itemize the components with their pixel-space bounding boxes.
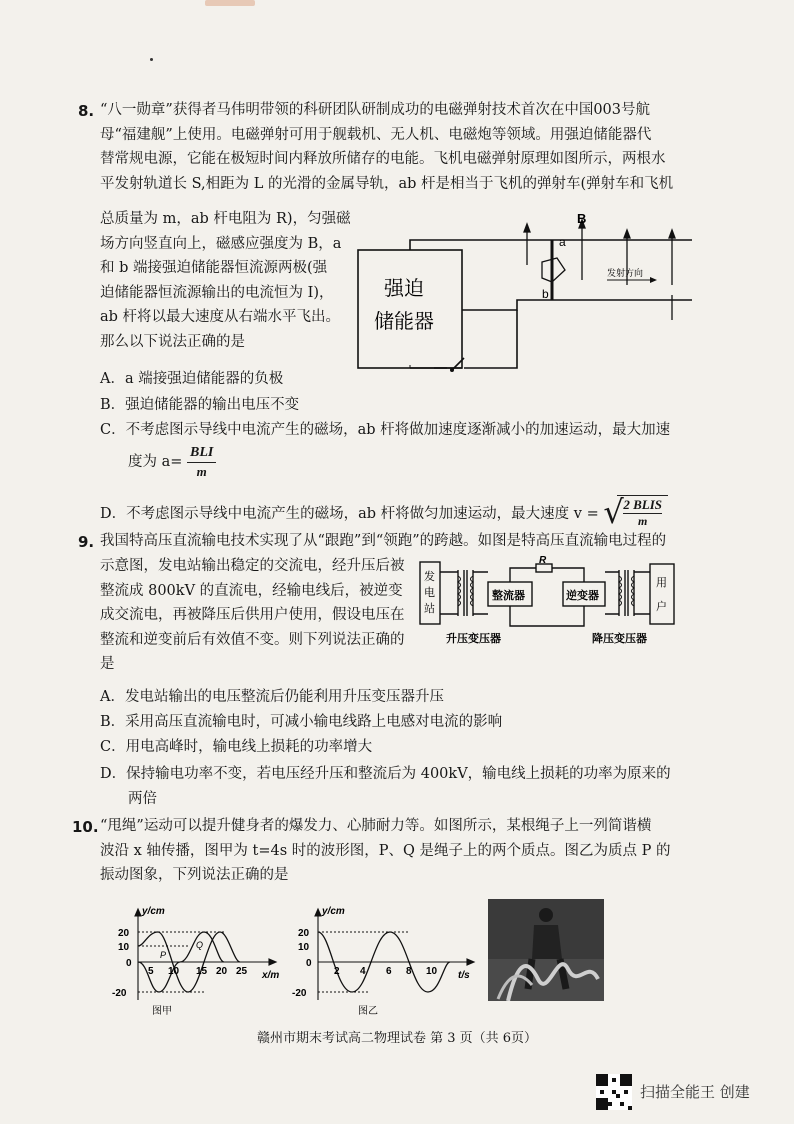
q8-option-b: B．强迫储能器的输出电压不变 [100, 397, 300, 413]
q8-left-line-6: 那么以下说法正确的是 [100, 333, 245, 350]
q8-left-line-5: ab 杆将以最大速度从右端水平飞出。 [100, 309, 341, 325]
q9-left-line-1: 示意图，发电站输出稳定的交流电，经升压后被 [100, 558, 405, 574]
magnetic-field-arrows [524, 220, 675, 320]
q8-d-denominator: m [637, 514, 648, 528]
q8-option-c-formula [128, 444, 216, 480]
q8-option-a: A．a 端接强迫储能器的负极 [100, 371, 284, 387]
graph-a-ylabel: y/cm [142, 906, 165, 917]
bottom-rail [462, 300, 692, 310]
q8-left-line-2: 场方向竖直向上，磁感应强度为 B，a [100, 235, 342, 252]
user-label-1: 用 [656, 577, 667, 589]
graph-b-xlabel: t/s [458, 970, 470, 981]
q9-option-d: D．保持输电功率不变，若电压经升压和整流后为 400kV，输电线上损耗的功率为原来的 [100, 766, 671, 782]
graph-a-ytick-20: 20 [118, 928, 130, 939]
graph-b-ytick-10: 10 [298, 942, 310, 953]
station-label-3: 站 [424, 603, 435, 615]
q9-option-a: A．发电站输出的电压整流后仍能利用升压变压器升压 [100, 689, 444, 705]
graph-a-point-p: P [160, 950, 167, 960]
rope-exercise-photo [488, 899, 604, 1001]
graph-b-xtick-6: 6 [386, 966, 392, 977]
q8-c-denominator: m [196, 464, 207, 479]
q8-option-c-fraction [187, 444, 216, 480]
graph-a-waveform [104, 906, 284, 1018]
user-label-2: 户 [656, 601, 667, 613]
q9-option-d-cont: 两倍 [128, 791, 157, 807]
graph-a-xtick-15: 15 [196, 966, 208, 977]
q9-transmission-diagram [416, 556, 691, 648]
graph-b-xtick-4: 4 [360, 966, 366, 977]
label-b: b [542, 287, 549, 301]
q8-d-numerator: 2 BLIS [623, 497, 662, 512]
q8-line-4: 平发射轨道长 S,相距为 L 的光滑的金属导轨，ab 杆是相当于飞机的弹射车(弹射车和飞机 [100, 175, 674, 192]
scanner-watermark: 扫描全能王 创建 [640, 1083, 750, 1101]
graph-a-xtick-5: 5 [148, 966, 154, 977]
question-9-left-text [100, 554, 420, 677]
q8-left-line-4: 迫储能器恒流源输出的电流恒为 I)， [100, 284, 334, 301]
q9-left-line-2: 整流成 800kV 的直流电，经输电线后，被逆变 [100, 582, 403, 599]
lower-wire-right [464, 310, 517, 368]
graph-a-ytick-0: 0 [126, 958, 132, 969]
graph-a-xtick-20: 20 [216, 966, 228, 977]
q8-option-d [100, 495, 668, 533]
q8-left-line-3: 和 b 端接强迫储能器恒流源两极(强 [100, 260, 328, 276]
graph-b-xtick-8: 8 [406, 966, 412, 977]
q9-left-line-5: 是 [100, 656, 115, 672]
graph-a-point-q: Q [196, 940, 204, 950]
question-8-text [100, 98, 700, 196]
question-10-text [100, 814, 700, 888]
box-label-1: 强迫 [384, 278, 424, 300]
q8-c-numerator: BLI [187, 444, 216, 463]
direction-arrow-icon [650, 277, 657, 283]
step-up-label: 升压变压器 [446, 633, 501, 645]
scan-dot [150, 58, 153, 61]
q9-left-line-4: 整流和逆变前后有效值不变。则下列说法正确的 [100, 631, 405, 648]
graph-b-ytick-20: 20 [298, 928, 310, 939]
rectifier-label: 整流器 [492, 590, 525, 602]
graph-a-ytick-10: 10 [118, 942, 130, 953]
graph-a-ytick-neg20: -20 [112, 988, 127, 999]
graph-b-ytick-neg20: -20 [292, 988, 307, 999]
q10-line-3: 振动图象，下列说法正确的是 [100, 867, 289, 883]
q9-option-b: B．采用高压直流输电时，可减小输电线路上电感对电流的影响 [100, 714, 503, 730]
step-down-label: 降压变压器 [592, 633, 647, 645]
graph-b-xtick-2: 2 [334, 966, 340, 977]
question-10-number: 10. [72, 818, 99, 836]
label-a: a [559, 235, 566, 249]
q8-option-c-prefix: 度为 a= [128, 454, 183, 470]
graph-a-xlabel: x/m [262, 970, 280, 981]
user-box [650, 564, 674, 624]
station-label-2: 电 [424, 587, 435, 599]
launch-direction-label: 发射方向 [607, 268, 644, 278]
graph-b-ytick-0: 0 [306, 958, 312, 969]
box-label-2: 储能器 [374, 311, 434, 333]
q8-rail-diagram [352, 210, 697, 375]
question-9-number: 9. [78, 533, 95, 551]
q9-line-1: 我国特高压直流输电技术实现了从“跟跑”到“领跑”的跨越。如图是特高压直流输电过程的 [100, 533, 667, 549]
graph-b-ylabel: y/cm [322, 906, 345, 917]
graph-a-xtick-25: 25 [236, 966, 248, 977]
q9-option-c: C．用电高峰时，输电线上损耗的功率增大 [100, 739, 373, 755]
page-footer: 赣州市期末考试高二物理试卷 第 3 页（共 6页） [256, 1031, 538, 1046]
q8-line-1: “八一勋章”获得者马伟明带领的科研团队研制成功的电磁弹射技术首次在中国003号航 [100, 102, 650, 118]
line-top [510, 568, 584, 582]
question-8-left-text [100, 207, 360, 354]
energy-storage-box [358, 250, 462, 368]
qr-code-icon [596, 1074, 632, 1110]
q8-line-2: 母“福建舰”上使用。电磁弹射可用于舰载机、无人机、电磁炮等领域。用强迫储能器代 [100, 126, 652, 143]
q10-line-1: “甩绳”运动可以提升健身者的爆发力、心肺耐力等。如图所示，某根绳子上一列简谐横 [100, 818, 652, 834]
line-bottom [510, 606, 584, 626]
q8-option-d-sqrt: √ $\frac{\text{2 BLIS}}{m}$ [603, 495, 668, 533]
q8-line-3: 替常规电源，它能在极短时间内释放所储存的电能。飞机电磁弹射原理如图所示，两根水 [100, 151, 666, 167]
graph-b-xtick-10: 10 [426, 966, 438, 977]
b-field-label: B [577, 211, 587, 226]
question-8-number: 8. [78, 102, 95, 120]
q10-line-2: 波沿 x 轴传播，图甲为 t=4s 时的波形图，P、Q 是绳子上的两个质点。图乙为质点 P 的 [100, 842, 671, 859]
graph-b-caption: 图乙 [358, 1006, 378, 1017]
graph-a-xtick-10: 10 [168, 966, 180, 977]
page-top-mark [205, 0, 255, 6]
resistor-label: R [539, 556, 547, 566]
q9-left-line-3: 成交流电，再被降压后供用户使用，假设电压在 [100, 607, 405, 623]
inverter-label: 逆变器 [566, 590, 599, 602]
q8-left-line-1: 总质量为 m，ab 杆电阻为 R)，匀强磁 [100, 211, 351, 227]
graph-b-vibration [290, 906, 480, 1018]
q8-option-c: C．不考虑图示导线中电流产生的磁场，ab 杆将做加速度逐渐减小的加速运动，最大加速 [100, 422, 671, 438]
graph-a-caption: 图甲 [152, 1006, 172, 1017]
q8-option-d-text: D．不考虑图示导线中电流产生的磁场，ab 杆将做匀加速运动，最大速度 v = [100, 506, 599, 522]
station-label-1: 发 [424, 571, 435, 583]
